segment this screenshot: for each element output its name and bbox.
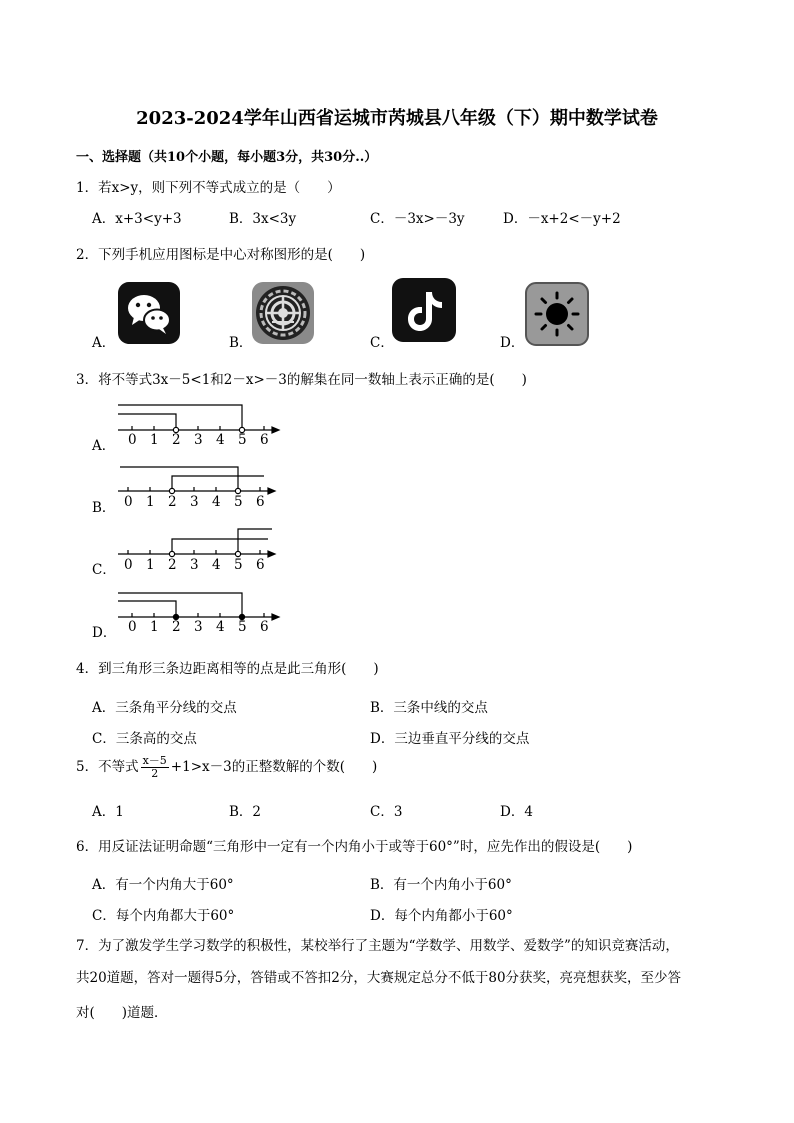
q3d-tick-5: 5 — [238, 619, 247, 635]
q5-option-a: A．1 — [92, 804, 124, 820]
question-6-stem: 6．用反证法证明命题“三角形中一定有一个内角小于或等于60°”时，应先作出的假设是( ) — [76, 839, 633, 855]
question-1-stem: 1．若x>y，则下列不等式成立的是（ ） — [76, 180, 341, 196]
q3a-tick-4: 4 — [216, 432, 225, 448]
question-7-line-1: 7．为了激发学生学习数学的积极性，某校举行了主题为“学数学、用数学、爱数学”的知识竞赛活动， — [76, 938, 679, 954]
q3-option-d: D． — [92, 625, 117, 641]
q3c-tick-6: 6 — [256, 557, 265, 573]
q3a-tick-6: 6 — [260, 432, 269, 448]
q5-stem-prefix: 5．不等式 — [76, 759, 139, 775]
section-heading: 一、选择题（共10个小题，每小题3分，共30分..） — [76, 150, 378, 165]
q4-option-a: A．三条角平分线的交点 — [92, 700, 237, 716]
q2-option-c: C． — [370, 335, 394, 351]
q4-option-b: B．三条中线的交点 — [370, 700, 488, 716]
question-7-line-2: 共20道题，答对一题得5分，答错或不答扣2分，大赛规定总分不低于80分获奖，亮亮想获奖，至少答 — [76, 970, 682, 986]
fraction-denominator: 2 — [151, 767, 159, 780]
q3b-tick-4: 4 — [212, 494, 221, 510]
question-5-stem — [76, 755, 377, 780]
q1-option-b: B．3x<3y — [229, 211, 297, 227]
q3a-tick-0: 0 — [128, 432, 137, 448]
q3b-tick-6: 6 — [256, 494, 265, 510]
page-title: 2023-2024学年山西省运城市芮城县八年级（下）期中数学试卷 — [136, 108, 658, 129]
q6-option-c: C．每个内角都大于60° — [92, 908, 235, 924]
q3d-tick-2: 2 — [172, 619, 181, 635]
q3c-tick-0: 0 — [124, 557, 133, 573]
q3d-tick-3: 3 — [194, 619, 203, 635]
q3c-tick-5: 5 — [234, 557, 243, 573]
q6-option-b: B．有一个内角小于60° — [370, 877, 512, 893]
q3d-tick-1: 1 — [150, 619, 159, 635]
q2-option-a: A． — [92, 335, 116, 351]
q3c-tick-2: 2 — [168, 557, 177, 573]
q3d-tick-0: 0 — [128, 619, 137, 635]
q2-option-d: D． — [500, 335, 525, 351]
q5-stem-suffix: +1>x－3的正整数解的个数( ) — [170, 759, 378, 775]
q1-option-d: D．－x+2<－y+2 — [503, 211, 621, 227]
q3b-tick-5: 5 — [234, 494, 243, 510]
question-7-line-3: 对( )道题． — [76, 1005, 168, 1021]
question-4-stem: 4．到三角形三条边距离相等的点是此三角形( ) — [76, 661, 379, 677]
q3b-tick-0: 0 — [124, 494, 133, 510]
question-3-stem: 3．将不等式3x－5<1和2－x>－3的解集在同一数轴上表示正确的是( ) — [76, 372, 527, 388]
q1-option-c: C．－3x>－3y — [370, 211, 465, 227]
q6-option-a: A．有一个内角大于60° — [92, 877, 234, 893]
q4-option-d: D．三边垂直平分线的交点 — [370, 731, 530, 747]
q3a-tick-5: 5 — [238, 432, 247, 448]
q3b-tick-1: 1 — [146, 494, 155, 510]
q6-option-d: D．每个内角都小于60° — [370, 908, 513, 924]
q3d-tick-6: 6 — [260, 619, 269, 635]
q3c-tick-3: 3 — [190, 557, 199, 573]
q3c-tick-4: 4 — [212, 557, 221, 573]
q3-option-b: B． — [92, 500, 116, 516]
q3a-tick-1: 1 — [150, 432, 159, 448]
q2-option-b: B． — [229, 335, 253, 351]
q3a-tick-3: 3 — [194, 432, 203, 448]
q3a-tick-2: 2 — [172, 432, 181, 448]
q5-option-b: B．2 — [229, 804, 262, 820]
q3b-tick-3: 3 — [190, 494, 199, 510]
q3-option-a: A． — [92, 438, 116, 454]
q5-option-d: D．4 — [500, 804, 533, 820]
q4-option-c: C．三条高的交点 — [92, 731, 197, 747]
q5-option-c: C．3 — [370, 804, 403, 820]
q3b-tick-2: 2 — [168, 494, 177, 510]
q1-option-a: A．x+3<y+3 — [92, 211, 182, 227]
q3d-tick-4: 4 — [216, 619, 225, 635]
question-2-stem: 2．下列手机应用图标是中心对称图形的是( ) — [76, 247, 366, 263]
q3c-tick-1: 1 — [146, 557, 155, 573]
fraction-numerator: x－5 — [142, 754, 167, 767]
fraction — [141, 755, 169, 780]
q3-option-c: C． — [92, 562, 116, 578]
